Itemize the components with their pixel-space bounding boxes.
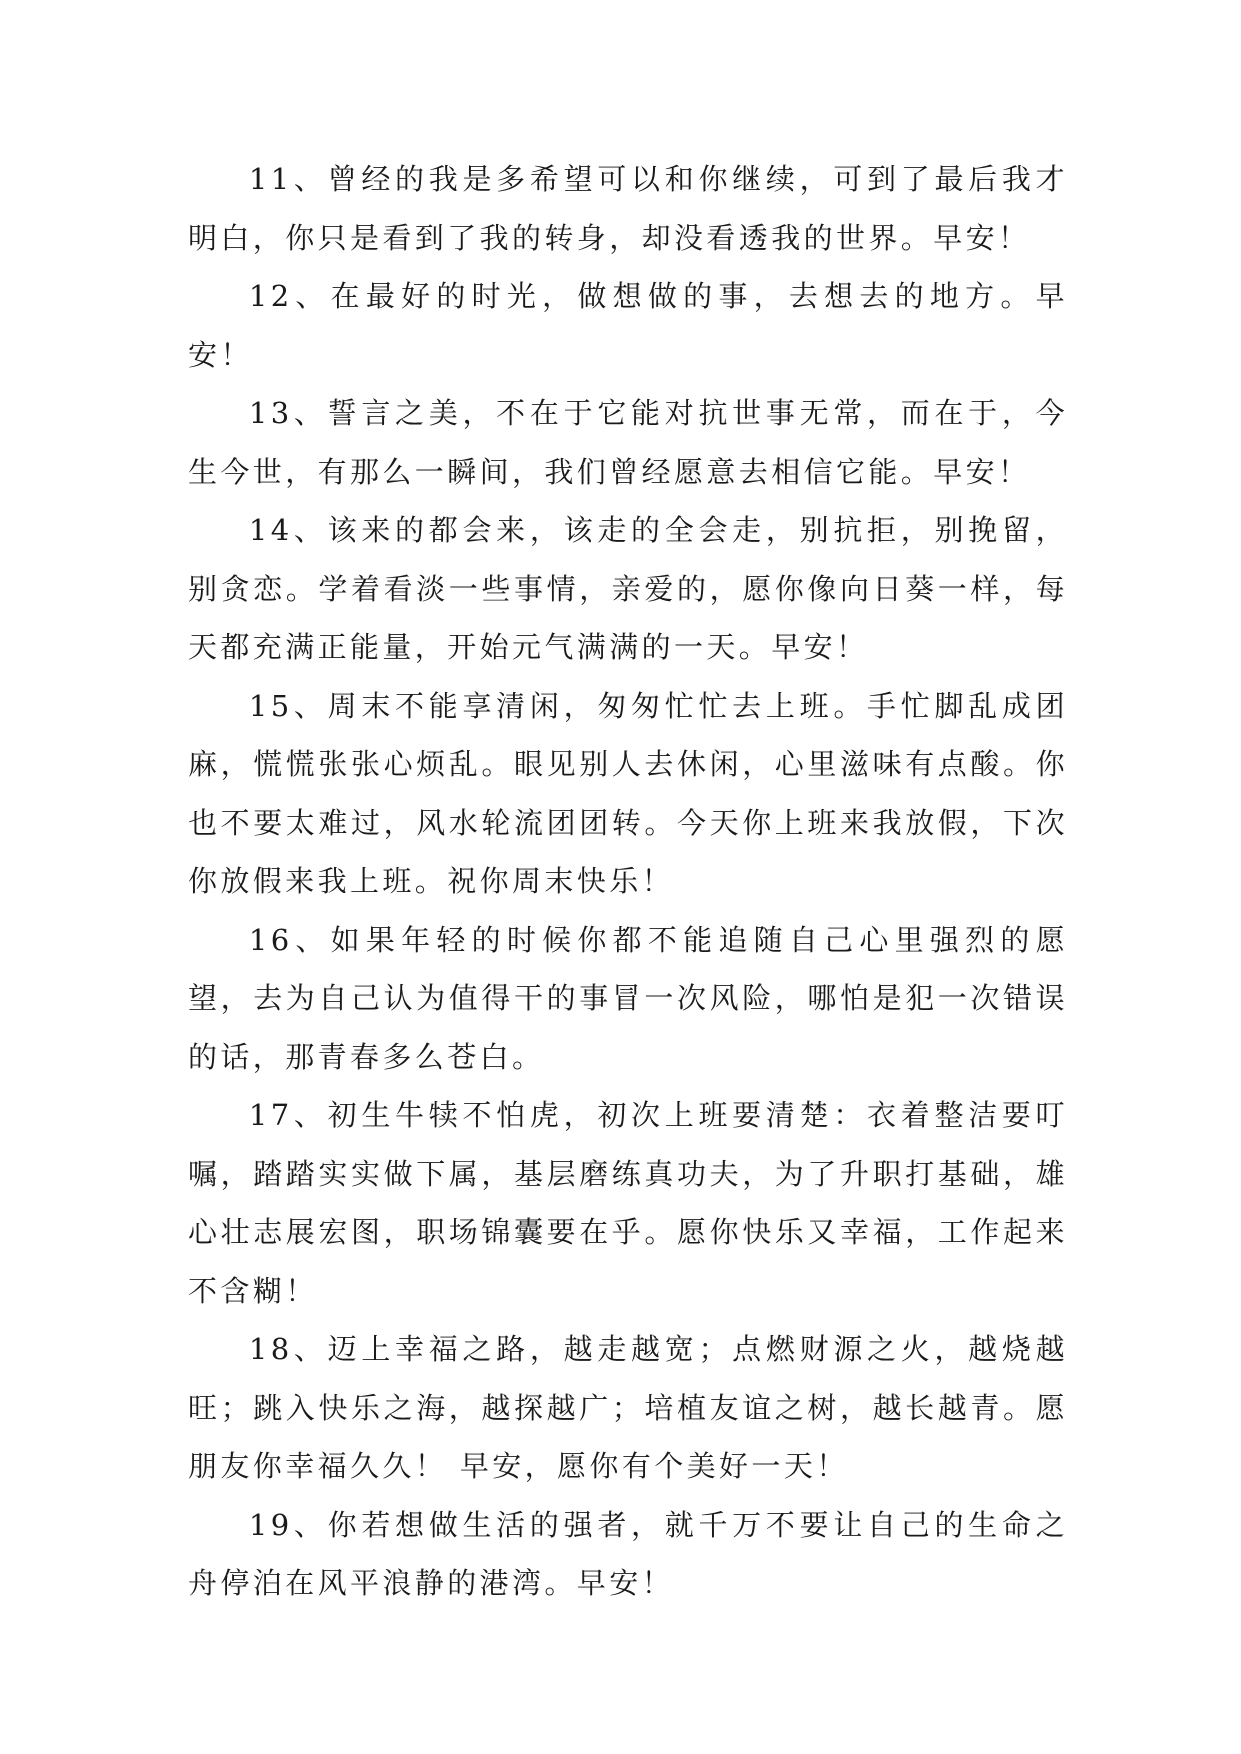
paragraph-15: 15、周末不能享清闲，匆匆忙忙去上班。手忙脚乱成团麻，慌慌张张心烦乱。眼见别人去休闲，心里滋味有点酸。你也不要太难过，风水轮流团团转。今天你上班来我放假，下次你放假来我上班。祝你周末快乐！	[188, 688, 1068, 898]
paragraph-11: 11、曾经的我是多希望可以和你继续，可到了最后我才明白，你只是看到了我的转身，却没看透我的世界。早安！	[188, 162, 1068, 255]
paragraph-19: 19、你若想做生活的强者，就千万不要让自己的生命之舟停泊在风平浪静的港湾。早安！	[188, 1507, 1068, 1600]
paragraph-12: 12、在最好的时光，做想做的事，去想去的地方。早安！	[188, 279, 1068, 372]
paragraph-13: 13、誓言之美，不在于它能对抗世事无常，而在于，今生今世，有那么一瞬间，我们曾经愿意去相信它能。早安！	[188, 396, 1068, 489]
paragraph-18: 18、迈上幸福之路，越走越宽；点燃财源之火，越烧越旺；跳入快乐之海，越探越广；培植友谊之树，越长越青。愿朋友你幸福久久！ 早安，愿你有个美好一天！	[188, 1332, 1068, 1483]
paragraph-17: 17、初生牛犊不怕虎，初次上班要清楚：衣着整洁要叮嘱，踏踏实实做下属，基层磨练真功夫，为了升职打基础，雄心壮志展宏图，职场锦囊要在乎。愿你快乐又幸福，工作起来不含糊！	[188, 1098, 1068, 1308]
document-body	[188, 150, 1068, 1613]
paragraph-14: 14、该来的都会来，该走的全会走，别抗拒，别挽留，别贪恋。学着看淡一些事情，亲爱的，愿你像向日葵一样，每天都充满正能量，开始元气满满的一天。早安！	[188, 513, 1068, 664]
paragraph-16: 16、如果年轻的时候你都不能追随自己心里强烈的愿望，去为自己认为值得干的事冒一次风险，哪怕是犯一次错误的话，那青春多么苍白。	[188, 922, 1068, 1074]
